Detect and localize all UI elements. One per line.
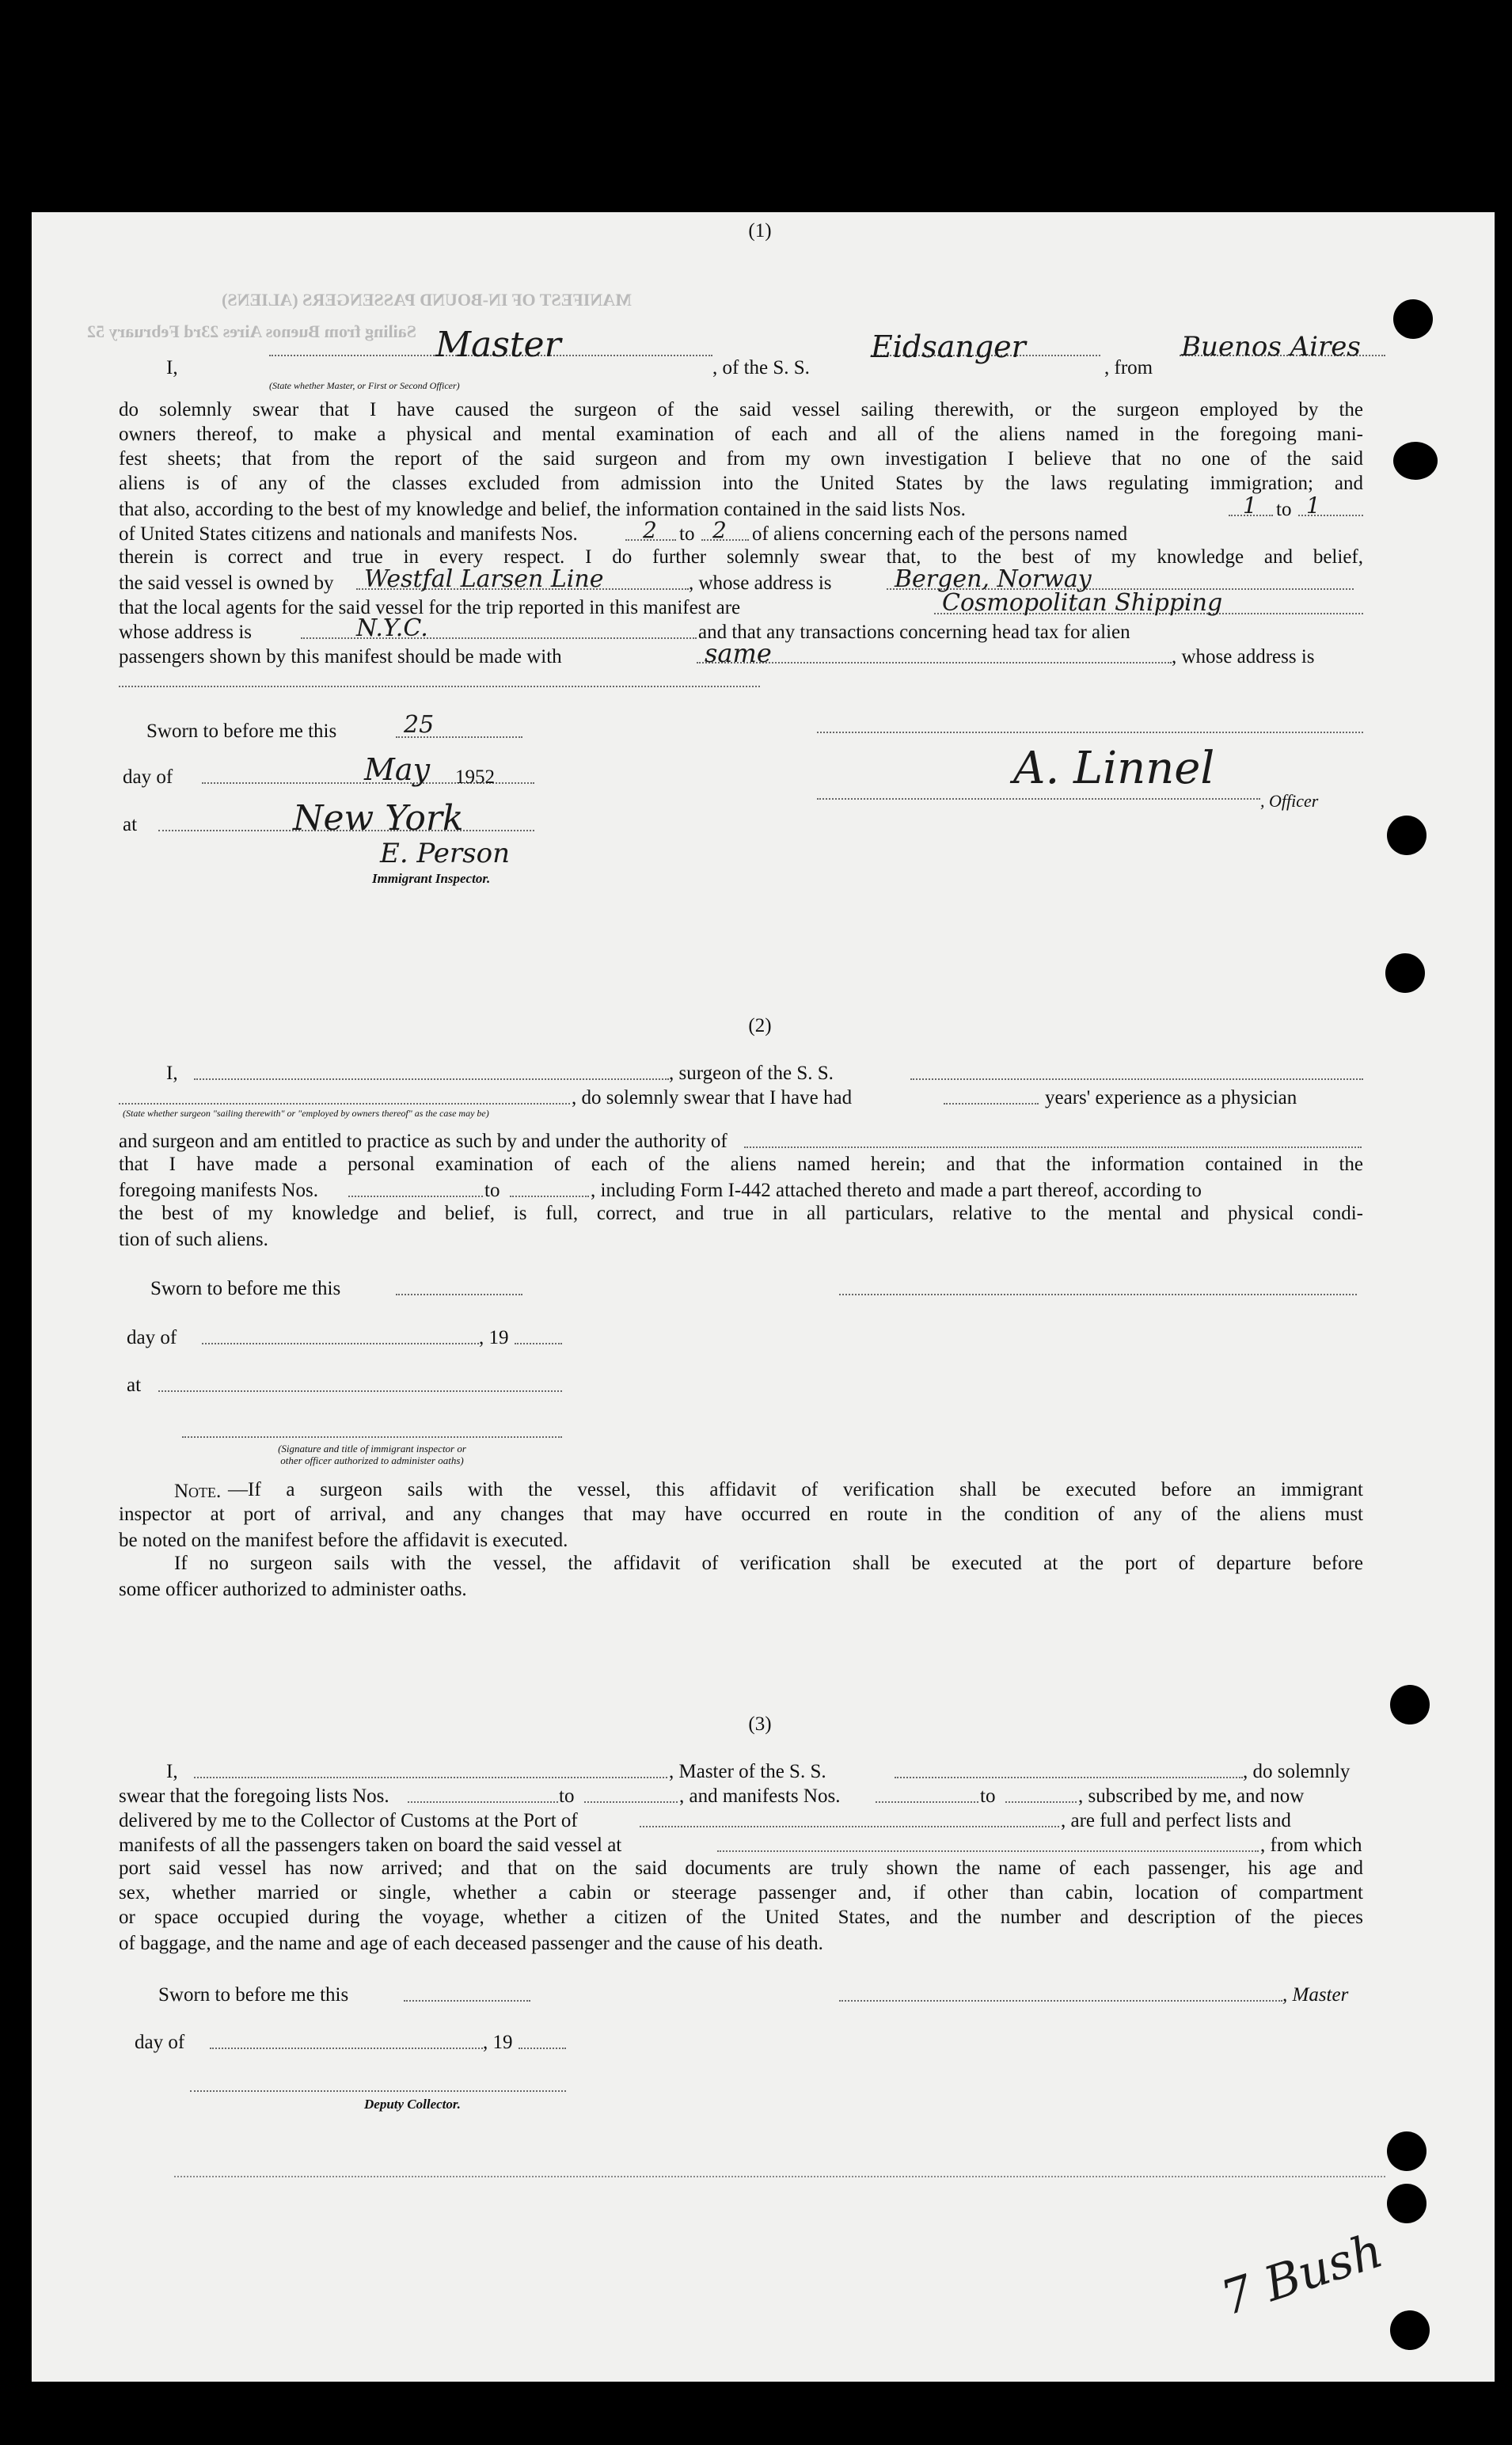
oath-line: tion of such aliens. xyxy=(119,1229,268,1250)
oath-label: I, xyxy=(166,1761,178,1782)
margin-note: 7 Bush xyxy=(1214,2223,1390,2327)
sworn-label: Sworn to before me this xyxy=(146,721,337,742)
oath-text: , are full and perfect lists and xyxy=(1061,1810,1291,1831)
caption-master: (State whether Master, or First or Second Officer) xyxy=(269,380,460,391)
oath-text: to xyxy=(559,1785,575,1807)
handwritten-day: 25 xyxy=(404,711,435,739)
handwritten-agents: Cosmopolitan Shipping xyxy=(942,589,1223,617)
oath-text: to xyxy=(484,1180,500,1201)
blank-line xyxy=(158,1390,562,1392)
oath-line: delivered by me to the Collector of Customs at the Port of xyxy=(119,1810,578,1831)
handwritten-manifests-to: 2 xyxy=(712,517,727,543)
oath-text: of aliens concerning each of the persons named xyxy=(752,523,1128,545)
oath-line: that I have made a personal examination of each of the aliens named herein; and that the information contained in the xyxy=(119,1154,1363,1175)
oath-line: manifests of all the passengers taken on board the said vessel at xyxy=(119,1835,622,1856)
oath-text: to xyxy=(980,1785,996,1807)
blank-line xyxy=(202,1343,479,1344)
oath-text: and that any transactions concerning head tax for alien xyxy=(698,622,1130,643)
blank-line xyxy=(396,1294,522,1295)
officer-signature: A. Linnel xyxy=(1013,743,1215,794)
handwritten-owner: Westfal Larsen Line xyxy=(364,565,604,593)
handwritten-ship: Eidsanger xyxy=(871,329,1026,364)
blank-line xyxy=(404,2000,530,2002)
oath-label: I, xyxy=(166,357,178,378)
caption-inspector: Immigrant Inspector. xyxy=(372,871,491,886)
oath-line: whose address is xyxy=(119,622,253,643)
oath-text: to xyxy=(679,523,695,545)
blank-line xyxy=(817,732,1363,733)
punch-hole xyxy=(1387,2131,1427,2171)
punch-hole xyxy=(1385,953,1425,993)
blank-line xyxy=(119,1103,570,1105)
year-label: , 19 xyxy=(483,2032,513,2053)
handwritten-owner-address: Bergen, Norway xyxy=(895,565,1092,593)
oath-line: sex, whether married or single, whether a cabin or steerage passenger and, if other than cabin, location of compartment xyxy=(119,1882,1363,1903)
caption-signature: (Signature and title of immigrant inspector or xyxy=(278,1443,466,1454)
section-number: (3) xyxy=(748,1713,772,1735)
oath-line: that the local agents for the said vessel for the trip reported in this manifest are xyxy=(119,597,741,618)
signature-line xyxy=(817,798,1260,800)
oath-line: owners thereof, to make a physical and mental examination of each and all of the aliens named in the foregoing mani- xyxy=(119,424,1363,445)
punch-hole xyxy=(1387,2184,1427,2223)
blank-line xyxy=(348,1196,483,1197)
blank-line xyxy=(408,1801,558,1803)
handwritten-place: New York xyxy=(293,798,464,838)
at-label: at xyxy=(123,814,138,835)
oath-line: foregoing manifests Nos. xyxy=(119,1180,319,1201)
oath-line: and surgeon and am entitled to practice as such by and under the authority of xyxy=(119,1131,728,1152)
blank-line xyxy=(119,686,760,687)
blank-line xyxy=(210,2048,483,2049)
handwritten-agent-address: N.Y.C. xyxy=(356,614,428,642)
section-number: (1) xyxy=(748,220,772,241)
day-of-label: day of xyxy=(135,2032,185,2053)
signature-line xyxy=(190,2090,566,2092)
day-of-label: day of xyxy=(127,1327,177,1348)
oath-text: , subscribed by me, and now xyxy=(1078,1785,1305,1807)
year-label: , 19 xyxy=(479,1327,509,1348)
oath-text: , surgeon of the S. S. xyxy=(669,1063,834,1084)
handwritten-master: Master xyxy=(435,325,561,365)
blank-line xyxy=(194,1777,667,1778)
blank-line xyxy=(876,1801,978,1803)
bottom-rule xyxy=(174,2176,1385,2177)
note-line: If no surgeon sails with the vessel, the affidavit of verification shall be executed at the port of departure before xyxy=(174,1553,1363,1574)
oath-text: , including Form I-442 attached thereto and made a part thereof, according to xyxy=(591,1180,1202,1201)
punch-hole xyxy=(1393,299,1433,339)
blank-line xyxy=(910,1078,1363,1080)
handwritten-same: same xyxy=(705,638,772,668)
punch-hole xyxy=(1390,2310,1430,2350)
oath-text: , from xyxy=(1104,357,1153,378)
blank-line xyxy=(1005,1801,1077,1803)
oath-text: , and manifests Nos. xyxy=(679,1785,841,1807)
sworn-label: Sworn to before me this xyxy=(158,1984,349,2006)
caption-collector: Deputy Collector. xyxy=(364,2097,461,2112)
day-of-label: day of xyxy=(123,766,173,788)
year-value: 1952 xyxy=(455,766,495,788)
blank-line xyxy=(944,1103,1039,1105)
blank-line xyxy=(515,1343,562,1344)
oath-line: of baggage, and the name and age of each deceased passenger and the cause of his death. xyxy=(119,1933,823,1954)
note-line: be noted on the manifest before the affidavit is executed. xyxy=(119,1530,568,1551)
caption-signature: other officer authorized to administer oaths) xyxy=(280,1454,464,1466)
oath-text: , whose address is xyxy=(689,572,832,594)
oath-line: or space occupied during the voyage, whether a citizen of the United States, and the number and description of the pieces xyxy=(119,1907,1363,1928)
oath-line: of United States citizens and nationals and manifests Nos. xyxy=(119,523,578,545)
blank-line xyxy=(510,1196,589,1197)
bleed-through-text: Sailing from Buenos Aires 23rd February 52 xyxy=(87,321,416,341)
inspector-signature: E. Person xyxy=(380,838,510,869)
oath-text: , do solemnly swear that I have had xyxy=(572,1087,853,1108)
oath-line: aliens is of any of the classes excluded from admission into the United States by the laws regulating immigration; and xyxy=(119,473,1363,494)
blank-line xyxy=(717,1850,1259,1852)
handwritten-lists-from: 1 xyxy=(1243,492,1257,519)
sworn-label: Sworn to before me this xyxy=(150,1278,341,1299)
oath-line: therein is correct and true in every respect. I do further solemnly swear that, to the best of my knowledge and belief, xyxy=(119,546,1363,568)
blank-line xyxy=(584,1801,678,1803)
oath-text: , from which xyxy=(1260,1835,1362,1856)
punch-hole xyxy=(1387,816,1427,855)
bleed-through-text: MANIFEST OF IN-BOUND PASSENGERS (ALIENS) xyxy=(222,290,632,310)
oath-line: do solemnly swear that I have caused the surgeon of the said vessel sailing therewith, or the surgeon employed by the xyxy=(119,399,1363,420)
oath-text: , whose address is xyxy=(1172,646,1315,667)
oath-text: to xyxy=(1276,499,1292,520)
oath-line: swear that the foregoing lists Nos. xyxy=(119,1785,389,1807)
at-label: at xyxy=(127,1375,142,1396)
handwritten-manifests-from: 2 xyxy=(643,517,657,543)
signature-line xyxy=(839,2000,1282,2002)
oath-line: port said vessel has now arrived; and that on the said documents are truly shown the name of each passenger, his age and xyxy=(119,1858,1363,1879)
oath-label: I, xyxy=(166,1063,178,1084)
oath-line: the best of my knowledge and belief, is full, correct, and true in all particulars, relative to the mental and physical condi- xyxy=(119,1203,1363,1224)
note-line: inspector at port of arrival, and any changes that may have occurred en route in the condition of any of the aliens must xyxy=(119,1504,1363,1525)
note-line: —If a surgeon sails with the vessel, this affidavit of verification shall be executed before an immigrant xyxy=(228,1479,1363,1500)
oath-line: fest sheets; that from the report of the said surgeon and from my own investigation I believe that no one of the said xyxy=(119,448,1363,470)
handwritten-month: May xyxy=(364,752,431,787)
handwritten-from: Buenos Aires xyxy=(1181,331,1361,363)
punch-hole xyxy=(1393,442,1438,480)
section-number: (2) xyxy=(748,1015,772,1036)
blank-line xyxy=(640,1826,1059,1827)
oath-line: that also, according to the best of my knowledge and belief, the information contained in the said lists Nos. xyxy=(119,499,966,520)
manifest-affidavit-sheet xyxy=(32,212,1495,2382)
master-label: , Master xyxy=(1282,1984,1349,2006)
oath-text: , do solemnly xyxy=(1243,1761,1351,1782)
oath-line: passengers shown by this manifest should be made with xyxy=(119,646,562,667)
blank-line xyxy=(519,2048,566,2049)
oath-text: , of the S. S. xyxy=(712,357,810,378)
blank-line xyxy=(744,1146,1362,1148)
note-label: Note. xyxy=(174,1481,222,1502)
handwritten-lists-to: 1 xyxy=(1306,492,1320,519)
blank-line xyxy=(194,1078,669,1080)
signature-line xyxy=(182,1436,562,1438)
oath-text: years' experience as a physician xyxy=(1045,1087,1297,1108)
punch-hole xyxy=(1390,1685,1430,1724)
oath-text: , Master of the S. S. xyxy=(669,1761,826,1782)
officer-label: , Officer xyxy=(1260,791,1319,811)
note-line: some officer authorized to administer oaths. xyxy=(119,1579,467,1600)
oath-line: the said vessel is owned by xyxy=(119,572,334,594)
signature-line xyxy=(839,1294,1357,1295)
blank-line xyxy=(895,1777,1243,1778)
caption-surgeon: (State whether surgeon "sailing therewith" or "employed by owners thereof" as the case may be) xyxy=(123,1108,489,1119)
